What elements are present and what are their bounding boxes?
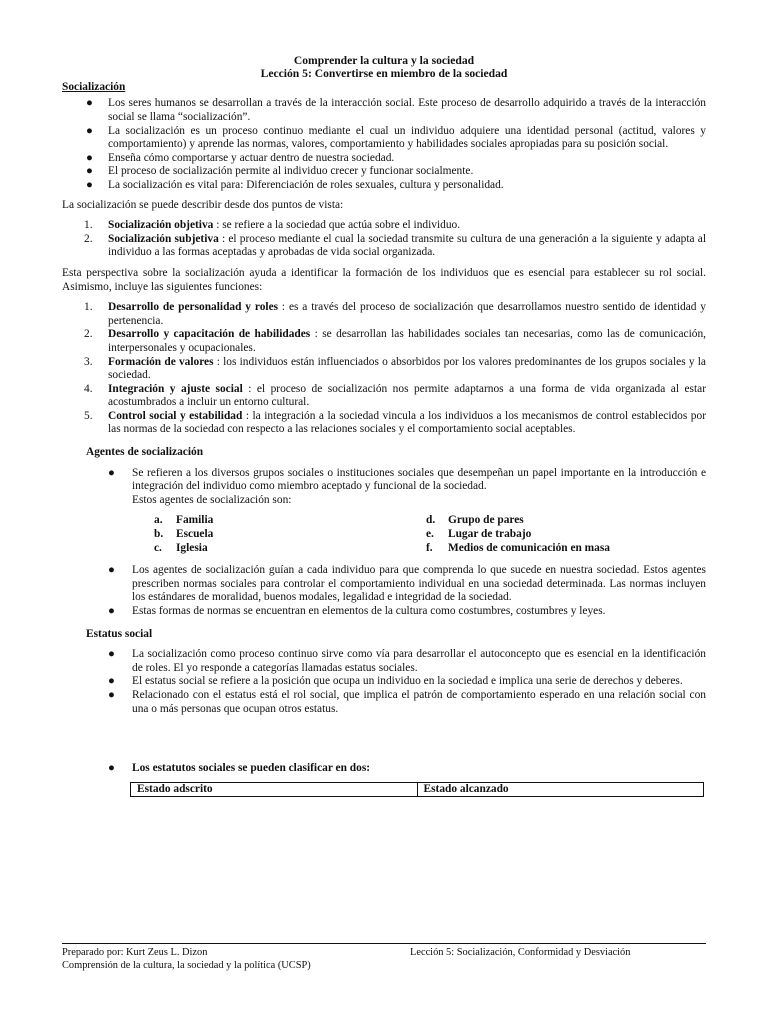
list-item: a. Familia	[154, 514, 214, 527]
classification-bullet	[62, 762, 706, 776]
bullet-icon: ●	[86, 124, 93, 137]
bullet-icon: ●	[108, 648, 115, 661]
status-table	[130, 782, 704, 798]
list-item: d. Grupo de pares	[426, 514, 524, 527]
list-item: ● La socialización es vital para: Diferenciación de roles sexuales, cultura y personalidad.	[86, 178, 504, 191]
list-item: e. Lugar de trabajo	[426, 528, 532, 541]
list-item: ● Enseña cómo comportarse y actuar dentro de nuestra sociedad.	[86, 151, 395, 164]
list-item: ● El proceso de socialización permite al individuo crecer y funcionar socialmente.	[86, 165, 474, 178]
list-item: 5. Control social y estabilidad : la integración a la sociedad vincula a los individuos a los mecanismos de control establecidos por las normas de la sociedad con respecto a las relaciones sociales y el comportamiento social aceptables.	[84, 409, 706, 436]
list-item: ● La socialización es un proceso continuo mediante el cual un individuo adquiere una identidad personal (actitud, valores y comportamiento) y aprende las normas, valores, comportamiento y habilidades sociales apropiadas para su posición social.	[86, 124, 706, 151]
table-row	[131, 782, 704, 797]
list-item: ● El estatus social se refiere a la posición que ocupa un individuo en la sociedad e implica una serie de derechos y deberes.	[108, 675, 683, 688]
list-item: b. Escuela	[154, 528, 214, 541]
list-item: 1. Socialización objetiva : se refiere a la sociedad que actúa sobre el individuo.	[84, 219, 461, 232]
list-item: 2. Socialización subjetiva : el proceso mediante el cual la sociedad transmite su cultura de una generación a la siguiente y adapta al individuo a las formas aceptadas y aprobadas de vida social organizada.	[84, 232, 706, 259]
bullet-icon: ●	[108, 762, 115, 775]
page-footer	[62, 943, 706, 972]
agents-bullets-2	[62, 564, 706, 618]
bullet-icon: ●	[108, 688, 115, 701]
section-heading-agentes: Agentes de socialización	[86, 446, 204, 459]
list-item: c. Iglesia	[154, 541, 208, 554]
footer-author: Preparado por: Kurt Zeus L. Dizon	[62, 947, 208, 958]
list-item: 3. Formación de valores : los individuos están influenciados o absorbidos por los valores predominantes de los grupos sociales y la sociedad.	[84, 355, 706, 382]
agents-column-right	[426, 514, 726, 555]
footer-row	[62, 947, 706, 960]
socialization-bullets	[62, 97, 706, 192]
list-item: 4. Integración y ajuste social : el proceso de socialización nos permite adaptarnos a una forma de vida organizada al estar acostumbrados a incluir un entorno cultural.	[84, 382, 706, 409]
section-heading-estatus: Estatus social	[86, 627, 153, 640]
footer-course: Comprensión de la cultura, la sociedad y la política (UCSP)	[62, 959, 311, 971]
section-heading-socializacion: Socialización	[62, 80, 126, 93]
lesson-title: Lección 5: Convertirse en miembro de la sociedad	[260, 67, 508, 81]
agents-list	[154, 514, 706, 555]
perspective-paragraph: Esta perspectiva sobre la socialización ayuda a identificar la formación de los individuos que es esencial para establecer su rol social. Asimismo, incluye las siguientes funciones:	[62, 266, 706, 293]
document-title: Comprender la cultura y la sociedad	[293, 54, 475, 67]
bullet-icon: ●	[108, 466, 115, 479]
list-item: f. Medios de comunicación en masa	[426, 541, 610, 554]
bullet-icon: ●	[108, 675, 115, 688]
functions-list	[62, 301, 706, 437]
list-item: ● Los seres humanos se desarrollan a través de la interacción social. Este proceso de desarrollo adquirido a través de la interacción social se llama “socialización”.	[86, 97, 706, 123]
bullet-icon: ●	[108, 564, 115, 577]
list-item: ● Los estatutos sociales se pueden clasificar en dos:	[108, 762, 371, 775]
list-item: 1. Desarrollo de personalidad y roles : es a través del proceso de socialización que desarrollamos nuestro sentido de identidad y pertenencia.	[84, 301, 706, 327]
viewpoints-intro: La socialización se puede describir desde dos puntos de vista:	[62, 198, 344, 211]
footer-lesson: Lección 5: Socialización, Conformidad y Desviación	[410, 947, 631, 958]
bullet-icon: ●	[108, 605, 115, 617]
table-cell: Estado adscrito	[131, 782, 418, 797]
agents-bullets	[62, 467, 706, 508]
viewpoints-list	[62, 219, 706, 260]
bullet-icon: ●	[86, 165, 93, 178]
table-cell: Estado alcanzado	[417, 782, 704, 797]
list-item: ● Los agentes de socialización guían a cada individuo para que comprenda lo que sucede en nuestra sociedad. Estos agentes prescriben normas sociales para controlar el comportamiento individual en una sociedad determinada. Las normas incluyen los estándares de moralidad, buenos modales, legalidad e integridad de la sociedad.	[108, 564, 706, 604]
bullet-icon: ●	[86, 97, 93, 110]
list-item: ● Se refieren a los diversos grupos sociales o instituciones sociales que desempeñan un papel importante en la introducción e integración del individuo como miembro aceptado y funcional de la sociedad. Estos agentes de socialización son:	[108, 466, 706, 506]
list-item: ● La socialización como proceso continuo sirve como vía para desarrollar el autoconcepto que es esencial en la identificación de roles. El yo responde a categorías llamadas estatus sociales.	[108, 648, 706, 674]
list-item: ● Relacionado con el estatus está el rol social, que implica el patrón de comportamiento esperado en una relación social con una o más personas que ocupan otros estatus.	[108, 688, 706, 715]
bullet-icon: ●	[86, 178, 93, 191]
agents-column-left	[154, 514, 426, 555]
list-item: ● Estas formas de normas se encuentran en elementos de la cultura como costumbres, costumbres y leyes.	[108, 605, 606, 617]
list-item: 2. Desarrollo y capacitación de habilidades : se desarrollan las habilidades sociales tan necesarias, como las de comunicación, interpersonales y ocupacionales.	[84, 328, 706, 354]
bullet-icon: ●	[86, 151, 93, 164]
status-bullets	[62, 648, 706, 716]
document-page	[62, 54, 706, 797]
